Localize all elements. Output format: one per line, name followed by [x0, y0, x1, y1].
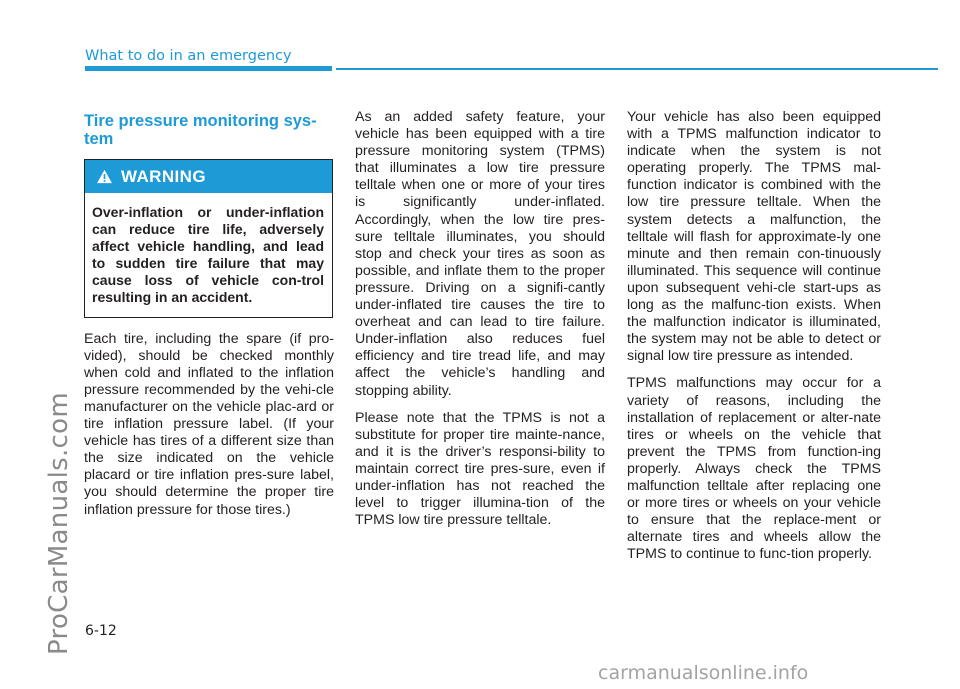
page-number: 6-12 — [85, 623, 117, 639]
header-rule-thin — [336, 68, 938, 70]
bottom-watermark: carmanualsonline.info — [598, 662, 809, 684]
warning-label: WARNING — [121, 166, 206, 186]
section-title: What to do in an emergency — [85, 48, 292, 64]
column2-paragraph-1: As an added safety feature, your vehicle has been equipped with a tire pressure monitoring system (TPMS) that illuminates a low tire pressure telltale when one or more of your tires is significantly under-inflated. Accordingly, when the low tire pres-sure telltale illuminates, you should stop and check your tires as soon as possible, and inflate them to the proper pressure. Driving on a signifi-cantly under-inflated tire causes the tire to overheat and can lead to tire failure. Under-inflation also reduces fuel efficiency and tire tread life, and may affect the vehicle’s handling and stopping ability. — [355, 109, 605, 399]
column1-paragraph-1: Each tire, including the spare (if pro-vided), should be checked monthly when cold and inflated to the inflation pressure recommended by the vehi-cle manufacturer on the vehicle plac-ard or tire inflation pressure label. (If your vehicle has tires of a different size than the size indicated on the vehicle placard or tire inflation pres-sure label, you should determine the proper tire inflation pressure for those tires.) — [84, 330, 334, 518]
warning-triangle-icon — [96, 169, 113, 184]
column3-paragraph-1: Your vehicle has also been equipped with a TPMS malfunction indicator to indicate when the system is not operating properly. The TPMS mal-function indicator is combined with the low tire pressure telltale. When the system detects a malfunction, the telltale will flash for approximate-ly one minute and then remain con-tinuously illuminated. This sequence will continue upon subsequent vehi-cle start-ups as long as the malfunc-tion exists. When the malfunction indicator is illuminated, the system may not be able to detect or signal low tire pressure as intended. — [627, 109, 881, 365]
column3-paragraph-2: TPMS malfunctions may occur for a variety of reasons, including the installation of replacement or alter-nate tires or wheels on the vehicle that prevent the TPMS from function-ing properly. Always check the TPMS malfunction telltale after replacing one or more tires or wheels on your vehicle to ensure that the replace-ment or alternate tires and wheels allow the TPMS to continue to func-tion properly. — [627, 375, 881, 563]
header-rule-thick — [85, 66, 332, 71]
side-watermark: ProCarManuals.com — [44, 392, 74, 655]
column-3 — [627, 109, 881, 573]
tpms-heading-text: Tire pressure monitoring sys- tem — [84, 112, 317, 148]
column2-paragraph-2: Please note that the TPMS is not a substitute for proper tire mainte-nance, and it is the driver’s responsi-bility to maintain correct tire pres-sure, even if under-inflation has not reached the level to trigger illumina-tion of the TPMS low tire pressure telltale. — [355, 409, 605, 529]
warning-box — [84, 159, 333, 318]
column-2 — [355, 109, 605, 539]
tpms-heading — [84, 112, 334, 148]
column-1 — [84, 109, 334, 529]
warning-header — [85, 160, 332, 193]
warning-text: Over-inflation or under-inflation can reduce tire life, adversely affect vehicle handling, and lead to sudden tire failure that may cause loss of vehicle con-trol resulting in an accident. — [92, 204, 324, 306]
